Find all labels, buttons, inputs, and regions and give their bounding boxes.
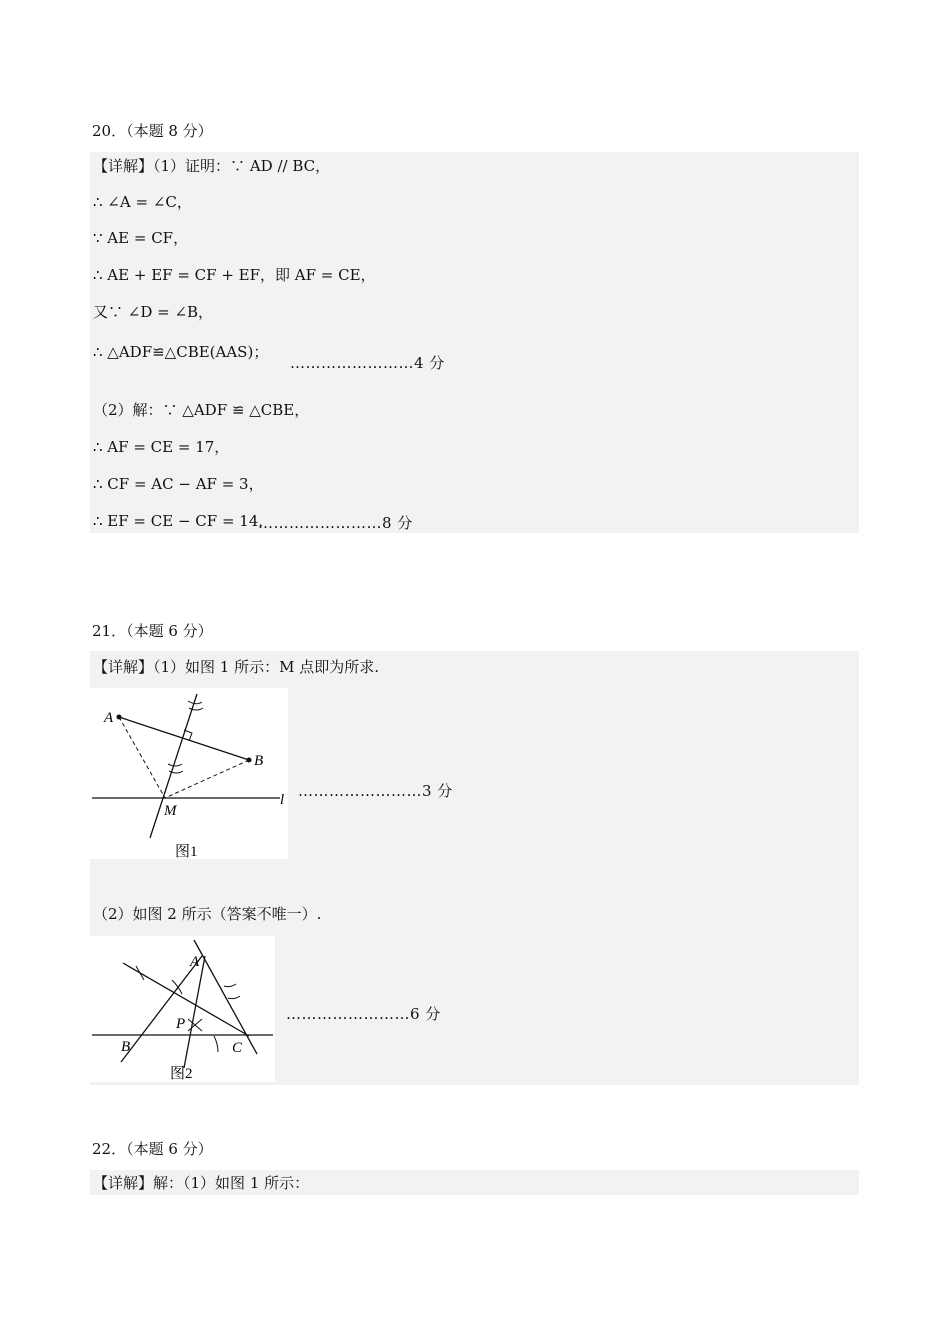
- fig1-caption: 图1: [175, 844, 198, 859]
- q20-line-10: ∴ EF = CE − CF = 14．: [93, 512, 274, 530]
- fig1-label-m: M: [164, 803, 177, 819]
- q20-score-1: ……………………4 分: [290, 354, 445, 372]
- fig2-label-a: A: [190, 954, 200, 970]
- q20-line-7: （2）解：∵ △ADF ≌ △CBE，: [93, 401, 310, 419]
- q21-figure-2: [90, 936, 275, 1082]
- fig2-caption: 图2: [170, 1066, 193, 1082]
- fig1-label-a: A: [104, 710, 114, 726]
- q20-line-3: ∵ AE = CF，: [93, 229, 189, 247]
- q20-score-2: ……………………8 分: [258, 514, 413, 532]
- q21-header: 21．（本题 6 分）: [92, 622, 213, 640]
- fig2-label-c: C: [232, 1040, 243, 1056]
- q20-line-8: ∴ AF = CE = 17，: [93, 438, 230, 456]
- q21-score-1: ……………………3 分: [298, 782, 453, 800]
- q20-line-9: ∴ CF = AC − AF = 3，: [93, 475, 264, 493]
- fig2-label-p: P: [176, 1016, 186, 1032]
- q20-line-6: ∴ △ADF≌△CBE(AAS)；: [93, 343, 269, 361]
- fig2-label-b: B: [121, 1039, 131, 1055]
- q22-header: 22．（本题 6 分）: [92, 1140, 213, 1158]
- q21-score-2: ……………………6 分: [286, 1005, 441, 1023]
- q22-line-1: 【详解】解：（1）如图 1 所示：: [93, 1174, 310, 1192]
- fig1-label-l: l: [280, 792, 285, 808]
- q21-line-2: （2）如图 2 所示（答案不唯一）.: [93, 905, 322, 923]
- figure-1-drawing: [90, 688, 288, 859]
- q20-line-5: 又∵ ∠D = ∠B，: [93, 303, 214, 321]
- fig1-label-b: B: [254, 753, 264, 769]
- q20-line-1: 【详解】（1）证明：∵ AD // BC，: [93, 157, 331, 175]
- figure-2-drawing: [90, 936, 275, 1082]
- q21-figure-1: [90, 688, 288, 859]
- q20-line-2: ∴ ∠A = ∠C，: [93, 193, 192, 211]
- q20-line-4: ∴ AE + EF = CF + EF，即 AF = CE，: [93, 266, 376, 284]
- q21-line-1: 【详解】（1）如图 1 所示：M 点即为所求.: [93, 658, 380, 676]
- q20-header: 20．（本题 8 分）: [92, 122, 213, 140]
